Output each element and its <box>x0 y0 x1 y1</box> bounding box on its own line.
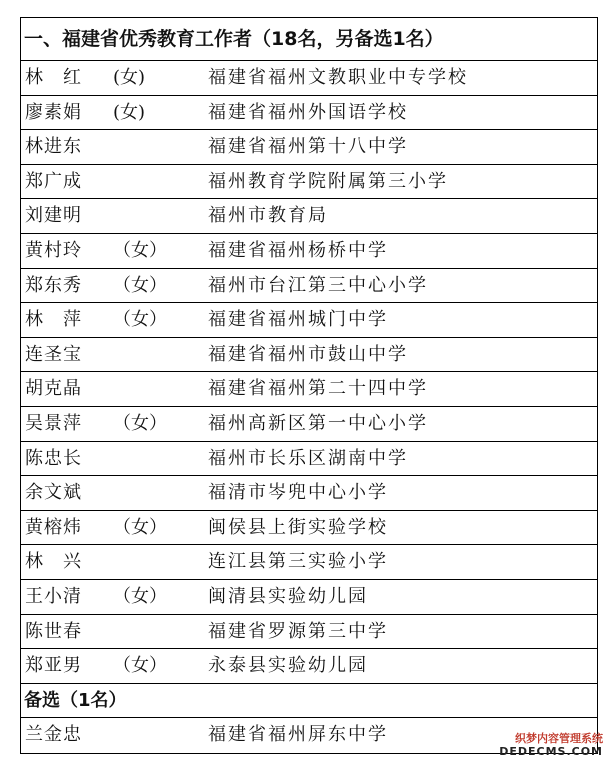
school-name: 福建省福州市鼓山中学 <box>208 343 408 365</box>
table-row <box>21 338 597 373</box>
table-row <box>21 96 597 131</box>
gender-tag: (女) <box>113 101 146 123</box>
school-name: 福州高新区第一中心小学 <box>208 412 428 434</box>
table-row <box>21 511 597 546</box>
gender-tag: （女） <box>113 274 167 296</box>
person-name: 林 红 <box>25 67 82 88</box>
gender-tag: （女） <box>113 309 167 331</box>
person-name: 余文斌 <box>25 482 82 504</box>
section-title: 一、福建省优秀教育工作者（18名，另备选1名） <box>24 28 444 50</box>
school-name: 连江县第三实验小学 <box>208 551 388 573</box>
school-name: 福清市岑兜中心小学 <box>208 482 388 504</box>
person-name: 兰金忠 <box>25 724 82 746</box>
person-name: 黄村玲 <box>25 239 82 261</box>
school-name: 福州市台江第三中心小学 <box>208 274 428 296</box>
table-row <box>21 580 597 615</box>
school-name: 福建省福州文教职业中专学校 <box>208 67 468 88</box>
person-name: 连圣宝 <box>25 343 82 365</box>
honor-list-table <box>20 17 598 754</box>
school-name: 闽清县实验幼儿园 <box>208 585 368 607</box>
table-row <box>21 269 597 304</box>
school-name: 福建省罗源第三中学 <box>208 620 388 642</box>
person-name: 郑亚男 <box>25 655 82 677</box>
watermark <box>495 732 603 758</box>
table-row <box>21 130 597 165</box>
person-name: 黄榕炜 <box>25 516 82 538</box>
school-name: 永泰县实验幼儿园 <box>208 655 368 677</box>
gender-tag: （女） <box>113 516 167 538</box>
school-name: 闽侯县上街实验学校 <box>208 516 388 538</box>
person-name: 吴景萍 <box>25 412 82 434</box>
school-name: 福建省福州屏东中学 <box>208 724 388 746</box>
table-row <box>21 615 597 650</box>
person-name: 林 萍 <box>25 309 82 331</box>
table-row <box>21 303 597 338</box>
watermark-site: DEDECMS.COM <box>499 745 603 758</box>
gender-tag: （女） <box>113 412 167 434</box>
school-name: 福建省福州城门中学 <box>208 309 388 331</box>
table-row <box>21 407 597 442</box>
gender-tag: （女） <box>113 655 167 677</box>
school-name: 福建省福州外国语学校 <box>208 101 408 123</box>
alternate-title: 备选（1名） <box>24 689 127 711</box>
section-header-row <box>21 18 597 61</box>
person-name: 林进东 <box>25 136 82 158</box>
person-name: 林 兴 <box>25 551 82 573</box>
gender-tag: （女） <box>113 239 167 261</box>
table-row <box>21 234 597 269</box>
table-row <box>21 61 597 96</box>
gender-tag: (女) <box>113 67 146 88</box>
school-name: 福州教育学院附属第三小学 <box>208 170 448 192</box>
person-name: 廖素娟 <box>25 101 82 123</box>
person-name: 陈世春 <box>25 620 82 642</box>
gender-tag: （女） <box>113 585 167 607</box>
person-name: 刘建明 <box>25 205 82 227</box>
alternate-header-row <box>21 684 597 719</box>
person-name: 胡克晶 <box>25 378 82 400</box>
school-name: 福建省福州第二十四中学 <box>208 378 428 400</box>
school-name: 福州市教育局 <box>208 205 328 227</box>
person-name: 郑东秀 <box>25 274 82 296</box>
table-row <box>21 442 597 477</box>
table-row <box>21 165 597 200</box>
table-row <box>21 199 597 234</box>
person-name: 王小清 <box>25 585 82 607</box>
watermark-title: 织梦内容管理系统 <box>515 732 603 745</box>
person-name: 陈忠长 <box>25 447 82 469</box>
school-name: 福州市长乐区湖南中学 <box>208 447 408 469</box>
school-name: 福建省福州第十八中学 <box>208 136 408 158</box>
table-row <box>21 476 597 511</box>
table-row <box>21 372 597 407</box>
table-row <box>21 545 597 580</box>
person-name: 郑广成 <box>25 170 82 192</box>
school-name: 福建省福州杨桥中学 <box>208 239 388 261</box>
table-row <box>21 649 597 684</box>
